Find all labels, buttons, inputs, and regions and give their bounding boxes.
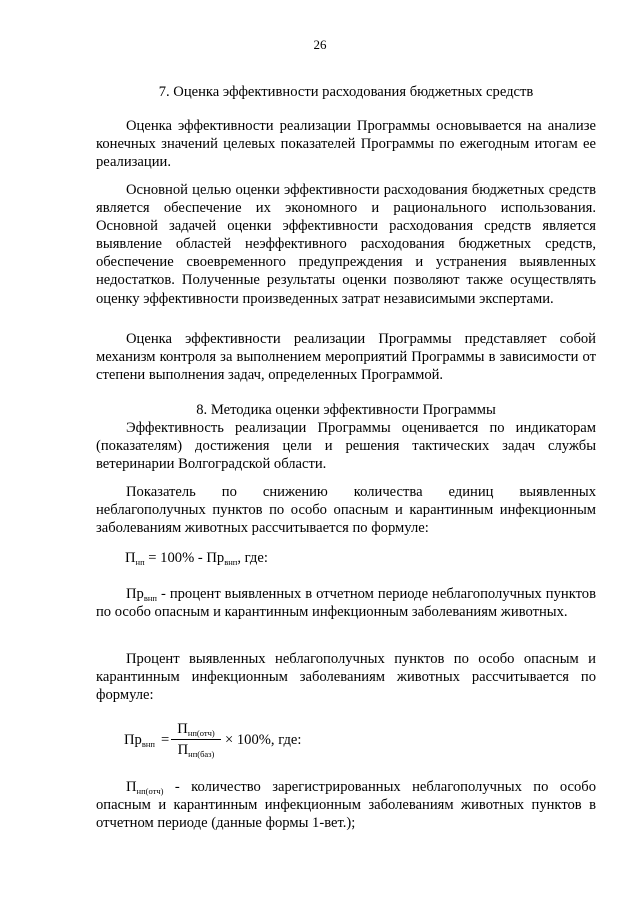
section-7-paragraph-2: Основной целью оценки эффективности расходования бюджетных средств является обеспечение их экономного и рационального использования. Основной задачей оценки эффективности расходования средств является выявление областей неэффективного расходования бюджетных средств, обеспечение своевременного предупреждения и устранения выявленных недостатков. Полученные результаты оценки позволяют также осуществлять оценку эффективности произведенных затрат независимыми экспертами. <box>96 182 596 307</box>
page-number: 26 <box>313 37 327 52</box>
formula-2 <box>124 720 364 764</box>
definition-1 <box>96 585 596 621</box>
formula-2-equals: = <box>161 732 170 748</box>
definition-2-subscript: нп(отч) <box>136 786 164 796</box>
formula-1-lhs: П <box>125 550 136 566</box>
formula-2-fraction <box>171 720 221 759</box>
formula-2-denominator: $П_{нп(баз)}$ <box>177 742 215 759</box>
section-8-paragraph-1: Эффективность реализации Программы оценивается по индикаторам (показателям) достижения цели и решения тактических задач службы ветеринарии Волгоградской области. <box>96 420 596 473</box>
formula-2-numerator: $П_{нп(отч)}$ <box>171 720 221 740</box>
definition-2-text: - количество зарегистрированных неблагополучных по особо опасным и карантинным инфекционным заболеваниям животных пунктов в отчетном периоде (данные формы 1-вет.); <box>96 779 596 832</box>
formula-1 <box>125 549 425 567</box>
formula-2-tail: × 100%, где: <box>225 732 302 748</box>
section-8-paragraph-2: Показатель по снижению количества единиц выявленных неблагополучных пунктов по особо опасным и карантинным инфекционным заболеваниям животных рассчитывается по формуле: <box>96 484 596 537</box>
definition-1-subscript: внп <box>143 593 157 603</box>
formula-1-rhs-subscript: внп <box>224 557 238 567</box>
formula-1-tail: , где: <box>237 550 268 566</box>
section-8-paragraph-3: Процент выявленных неблагополучных пунктов по особо опасным и карантинным инфекционным заболеваниям животных рассчитывается по формуле: <box>96 651 596 704</box>
section-7-paragraph-1: Оценка эффективности реализации Программы основывается на анализе конечных значений целевых показателей Программы по ежегодным итогам ее реализации. <box>96 118 596 171</box>
definition-2-symbol: П <box>126 779 137 795</box>
definition-1-text: - процент выявленных в отчетном периоде неблагополучных пунктов по особо опасным и карантинным инфекционным заболеваниям животных. <box>96 586 596 621</box>
definition-1-symbol: Пр <box>126 586 144 602</box>
formula-1-lhs-subscript: нп <box>135 557 145 567</box>
definition-2 <box>96 778 596 832</box>
formula-1-middle: = 100% - Пр <box>144 550 225 566</box>
section-7-paragraph-3: Оценка эффективности реализации Программы представляет собой механизм контроля за выполнением мероприятий Программы в зависимости от степени выполнения задач, определенных Программой. <box>96 331 596 384</box>
section-7-heading: 7. Оценка эффективности расходования бюджетных средств <box>158 84 534 100</box>
formula-2-lhs: $Пр_{внп}$ <box>124 732 155 749</box>
section-8-heading: 8. Методика оценки эффективности Программы <box>196 402 496 418</box>
